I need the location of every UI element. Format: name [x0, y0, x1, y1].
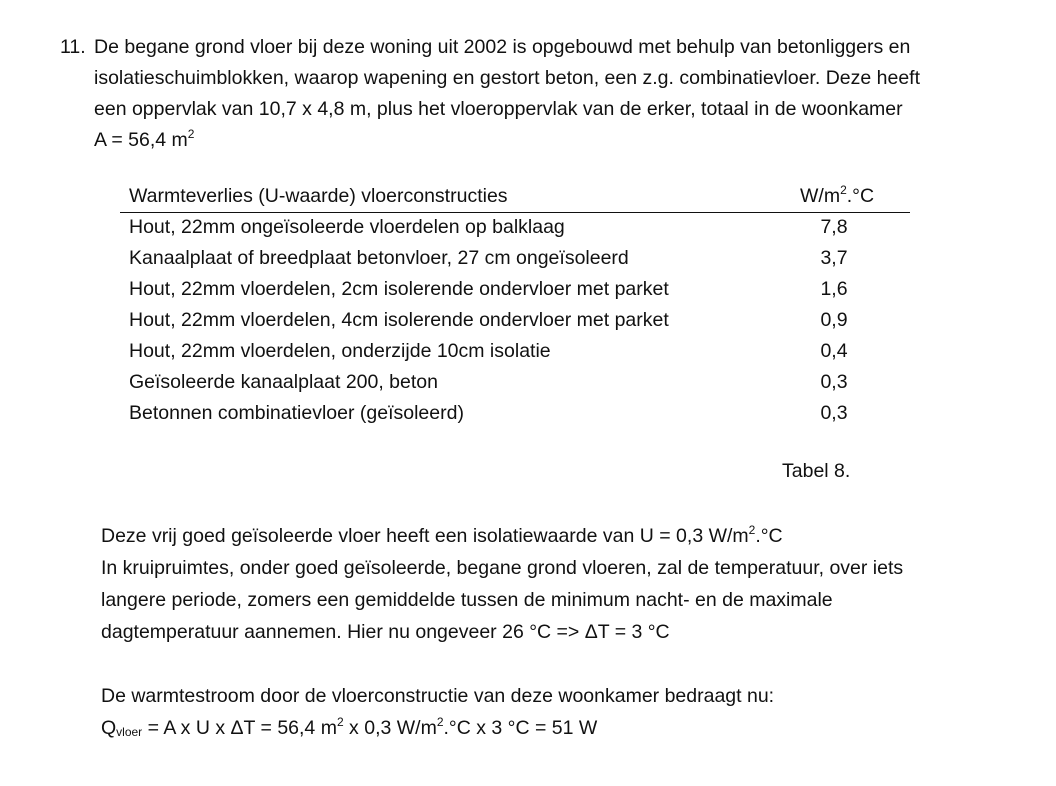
result-intro: De warmtestroom door de vloerconstructie van deze woonkamer bedraagt nu:: [101, 685, 775, 707]
area-superscript: 2: [187, 127, 195, 141]
row-value: 0,3: [820, 402, 848, 424]
question-line: De begane grond vloer bij deze woning uit 2002 is opgebouwd met behulp van betonliggers en: [94, 36, 911, 58]
result-paragraph: [101, 680, 1001, 744]
table-row: [120, 337, 910, 368]
table-header-unit: $W/m^2.^\circ C$: [800, 183, 875, 207]
explanation-line: dagtemperatuur aannemen. Hier nu ongeveer 26 °C => ΔT = 3 °C: [101, 621, 670, 643]
table-row: [120, 275, 910, 306]
question-text: [94, 32, 994, 156]
explanation-paragraph: [101, 520, 1001, 648]
row-label: Hout, 22mm vloerdelen, 4cm isolerende ondervloer met parket: [129, 309, 669, 331]
result-formula: $Q_{vloer} = A$ x U x ΔT = 56,4 $m^2$ x 0,3 $W/m^2.^\circ C$ x 3 °C = 51 W: [101, 715, 598, 739]
row-label: Hout, 22mm vloerdelen, onderzijde 10cm isolatie: [129, 340, 551, 362]
row-value: 0,4: [820, 340, 848, 362]
row-value: 0,9: [820, 309, 848, 331]
explanation-line: Deze vrij goed geïsoleerde vloer heeft een isolatiewaarde van U = 0,3 $W/m^2.^\circ C$: [101, 523, 783, 547]
row-value: 0,3: [820, 371, 848, 393]
row-value: 3,7: [820, 247, 848, 269]
row-label: Betonnen combinatievloer (geïsoleerd): [129, 402, 464, 424]
area-text: A = 56,4 m: [94, 129, 188, 151]
row-value: 7,8: [820, 216, 848, 238]
table-header-label: Warmteverlies (U-waarde) vloerconstructies: [129, 185, 508, 207]
table-row: [120, 213, 910, 244]
row-label: Geïsoleerde kanaalplaat 200, beton: [129, 371, 438, 393]
explanation-line: In kruipruimtes, onder goed geïsoleerde, begane grond vloeren, zal de temperatuur, over iets: [101, 557, 904, 579]
question-number: 11.: [60, 36, 86, 58]
row-label: Hout, 22mm ongeïsoleerde vloerdelen op balklaag: [129, 216, 565, 238]
row-label: Hout, 22mm vloerdelen, 2cm isolerende ondervloer met parket: [129, 278, 669, 300]
table-row: [120, 368, 910, 399]
row-value: 1,6: [820, 278, 848, 300]
table-caption: Tabel 8.: [782, 460, 851, 482]
table-header: [120, 182, 910, 213]
u-value-table: [120, 182, 910, 430]
area-line: [94, 125, 994, 156]
question-line: isolatieschuimblokken, waarop wapening en gestort beton, een z.g. combinatievloer. Deze heeft: [94, 67, 920, 89]
row-label: Kanaalplaat of breedplaat betonvloer, 27 cm ongeïsoleerd: [129, 247, 629, 269]
table-row: [120, 306, 910, 337]
question-line: een oppervlak van 10,7 x 4,8 m, plus het vloeroppervlak van de erker, totaal in de woonkamer: [94, 98, 903, 120]
explanation-line: langere periode, zomers een gemiddelde tussen de minimum nacht- en de maximale: [101, 589, 833, 611]
table-row: [120, 399, 910, 430]
table-row: [120, 244, 910, 275]
